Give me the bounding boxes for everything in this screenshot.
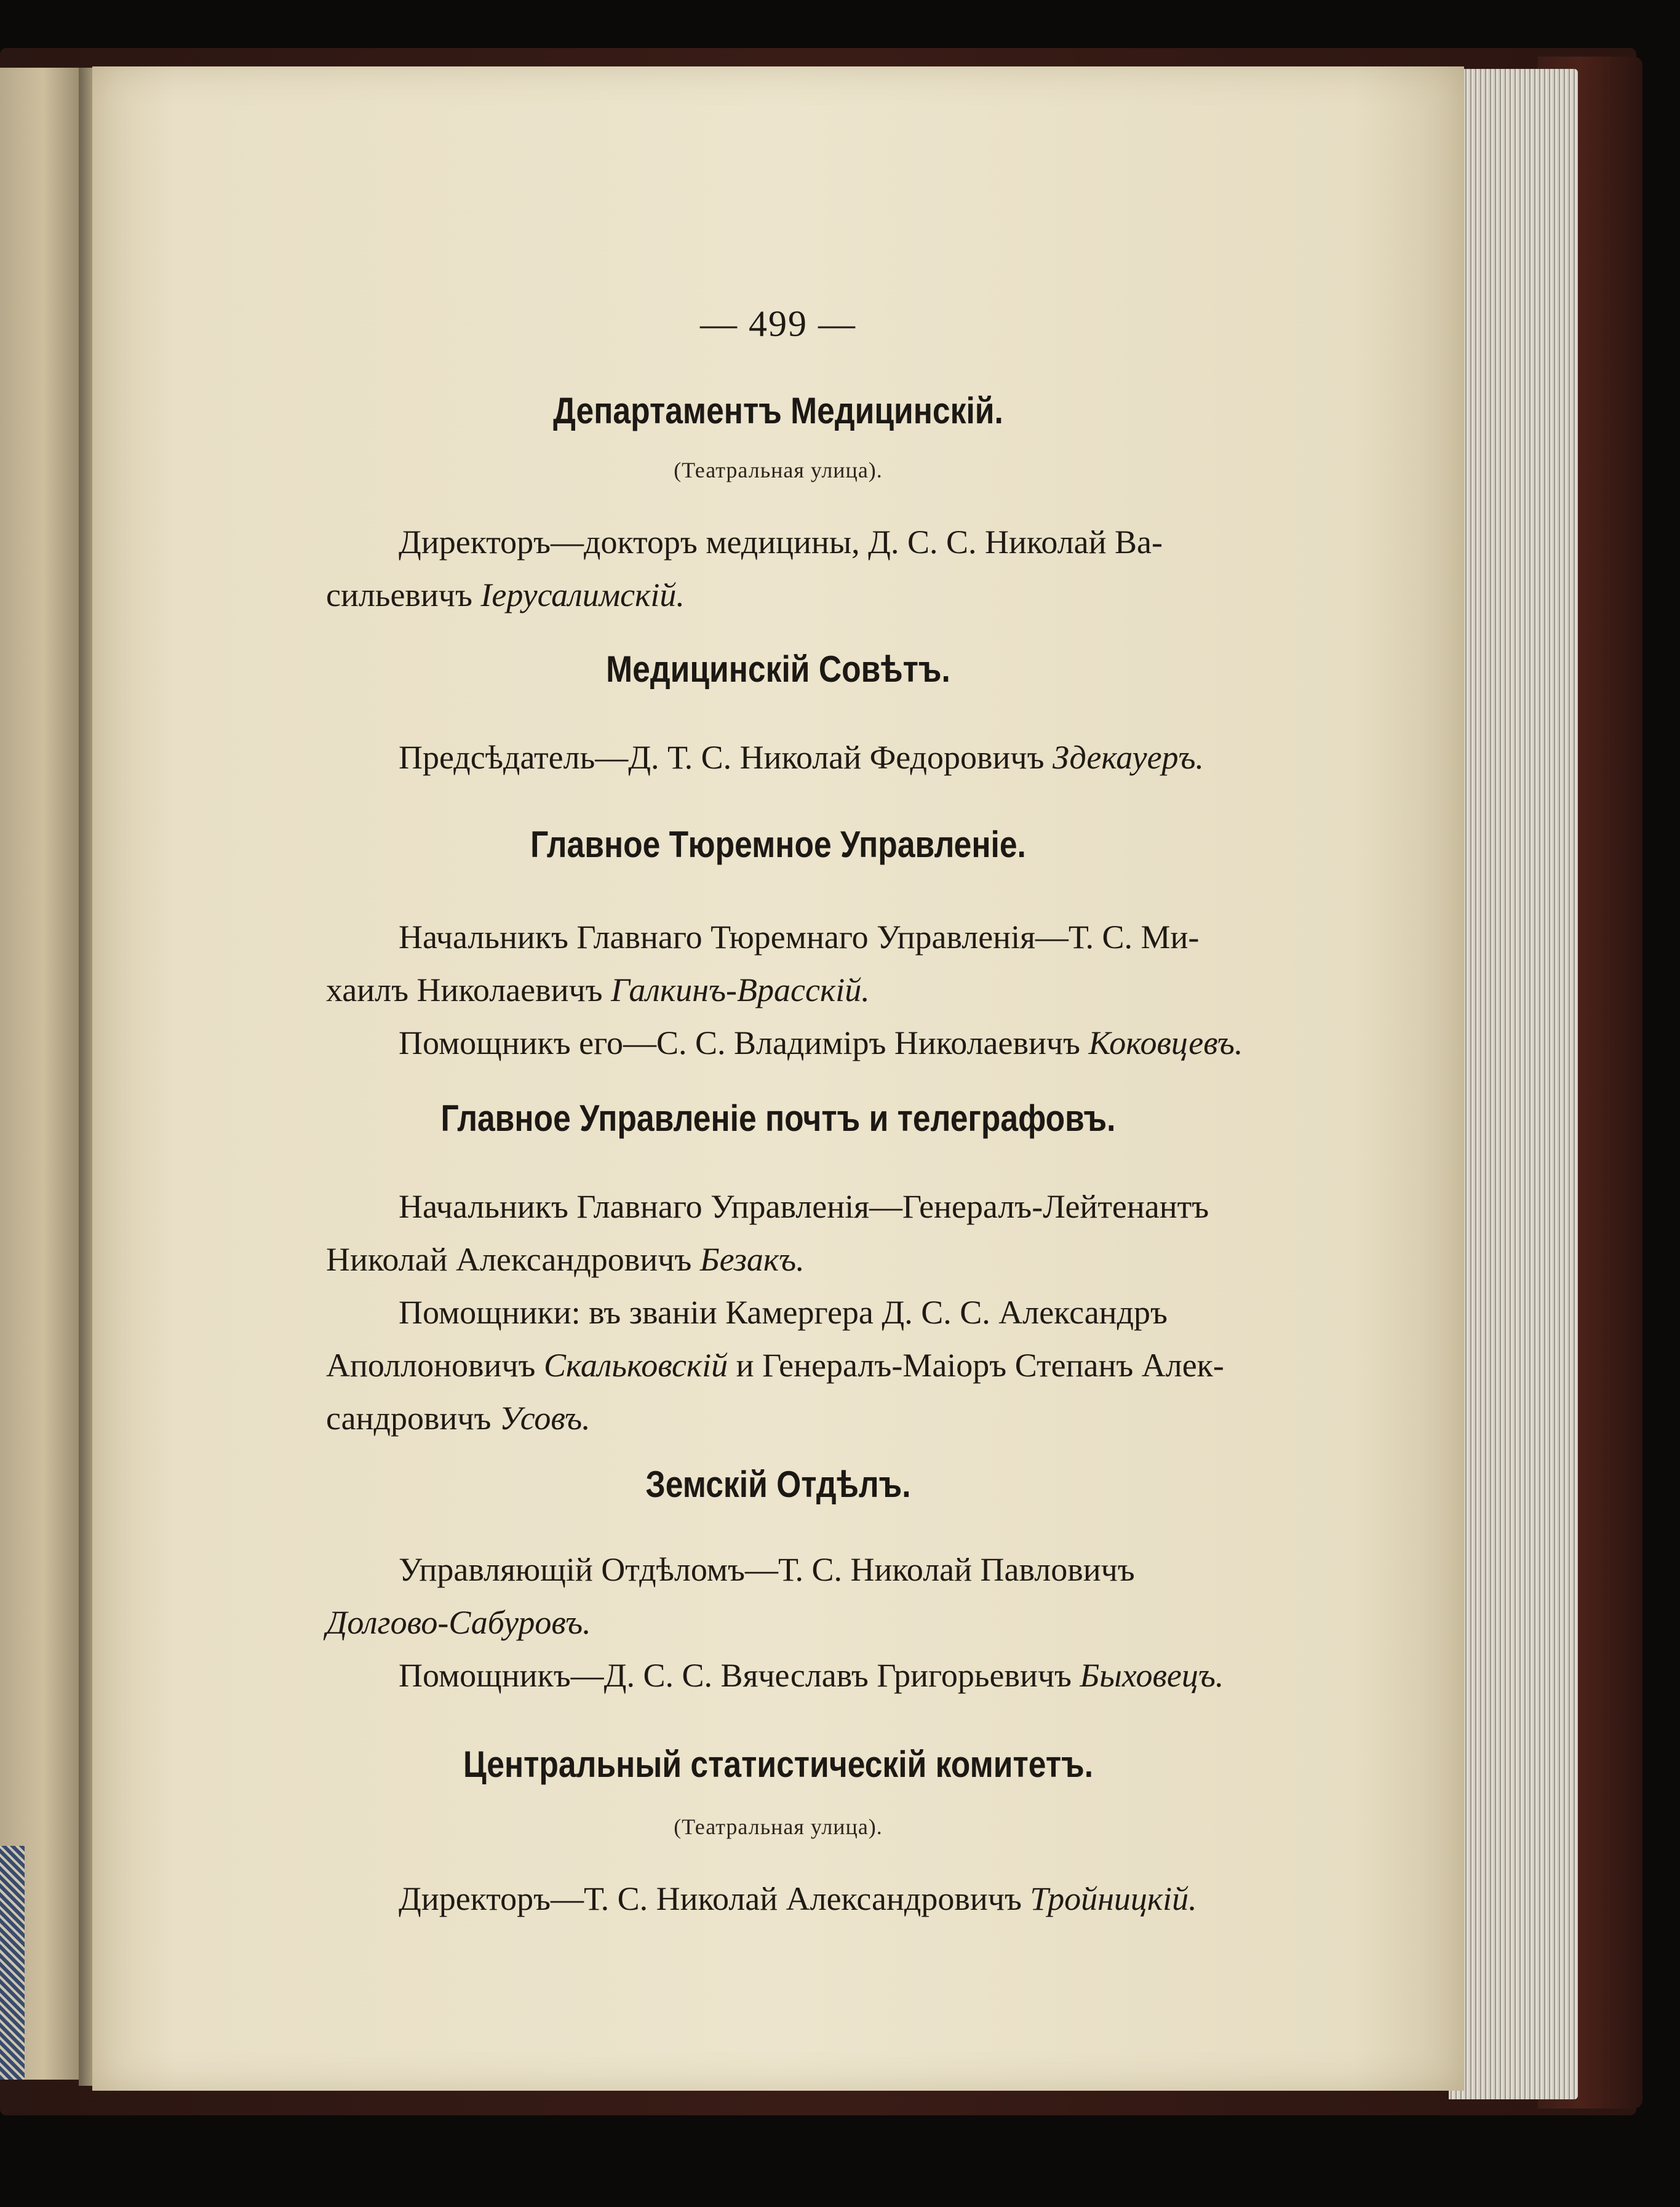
text-run: сильевичъ <box>326 577 481 613</box>
page-gutter <box>79 68 94 2086</box>
text-run: Николай Александровичъ <box>326 1241 700 1278</box>
text-run: Директоръ—Т. С. Николай Александровичъ <box>399 1880 1030 1917</box>
text-run: и Генералъ-Маіоръ Степанъ Алек- <box>728 1347 1224 1384</box>
book-page <box>92 66 1464 2091</box>
surname: Скальковскій <box>543 1347 728 1384</box>
surname: Здекауеръ. <box>1053 739 1204 776</box>
section-body <box>326 1543 1304 1702</box>
text-line <box>326 1543 1304 1596</box>
section-body <box>326 1180 1304 1445</box>
section-body <box>326 1872 1304 1925</box>
text-run: сандровичъ <box>326 1400 500 1437</box>
text-run: Помощникъ его—С. С. Владиміръ Николаевичъ <box>399 1024 1089 1061</box>
section-address: (Театральная улица). <box>674 458 883 482</box>
text-line <box>326 569 1304 621</box>
surname: Долгово-Сабуровъ. <box>326 1604 591 1641</box>
section-heading-medical-department: Департаментъ Медицинскій. <box>553 390 1003 431</box>
bookmark-cloth <box>0 1846 25 2080</box>
text-run: Начальникъ Главнаго Тюремнаго Управленія—Т. С. Ми- <box>399 919 1200 956</box>
text-line <box>326 1180 1304 1233</box>
surname: Безакъ. <box>699 1241 805 1278</box>
page-edges <box>1449 69 1578 2099</box>
section-heading-statistical-committee: Центральный статистическій комитетъ. <box>463 1744 1094 1785</box>
section-heading-zemsky-department: Земскій Отдѣлъ. <box>645 1464 911 1505</box>
text-line <box>326 1872 1304 1925</box>
page-content <box>92 66 1464 2091</box>
section-heading-posts-telegraphs: Главное Управленіе почтъ и телеграфовъ. <box>440 1098 1116 1139</box>
text-line <box>326 1392 1304 1445</box>
text-line <box>326 1233 1304 1286</box>
text-line <box>326 1286 1304 1339</box>
surname: Галкинъ-Врасскій. <box>611 972 870 1008</box>
section-body <box>326 911 1304 1069</box>
section-address: (Театральная улица). <box>674 1814 883 1839</box>
text-run: Директоръ—докторъ медицины, Д. С. С. Николай Ва- <box>399 524 1163 561</box>
section-heading-medical-council: Медицинскій Совѣтъ. <box>606 649 950 690</box>
text-line <box>326 1016 1304 1069</box>
text-run: Управляющій Отдѣломъ—Т. С. Николай Павловичъ <box>399 1551 1135 1588</box>
section-body <box>326 516 1304 621</box>
surname: Быховецъ. <box>1080 1657 1224 1694</box>
surname: Усовъ. <box>499 1400 591 1437</box>
text-run: Помощникъ—Д. С. С. Вячеславъ Григорьевичъ <box>399 1657 1080 1694</box>
text-run: хаилъ Николаевичъ <box>326 972 611 1008</box>
text-line <box>326 516 1304 569</box>
surname: Тройницкій. <box>1030 1880 1197 1917</box>
surname: Коковцевъ. <box>1088 1024 1243 1061</box>
text-run: Предсѣдатель—Д. Т. С. Николай Федоровичъ <box>399 739 1053 776</box>
text-run: Аполлоновичъ <box>326 1347 544 1384</box>
text-line <box>326 911 1304 964</box>
section-heading-prison-administration: Главное Тюремное Управленіе. <box>530 824 1026 865</box>
text-line <box>326 731 1304 784</box>
text-run: Помощники: въ званіи Камергера Д. С. С. Александръ <box>399 1294 1168 1331</box>
page-number: — 499 — <box>700 303 856 344</box>
text-line <box>326 1596 1304 1649</box>
text-line <box>326 1649 1304 1702</box>
surname: Іерусалимскій. <box>480 577 685 613</box>
text-line <box>326 964 1304 1016</box>
text-line <box>326 1339 1304 1392</box>
previous-page <box>0 68 79 2080</box>
section-body <box>326 731 1304 784</box>
text-run: Начальникъ Главнаго Управленія—Генералъ-Лейтенантъ <box>399 1188 1209 1225</box>
